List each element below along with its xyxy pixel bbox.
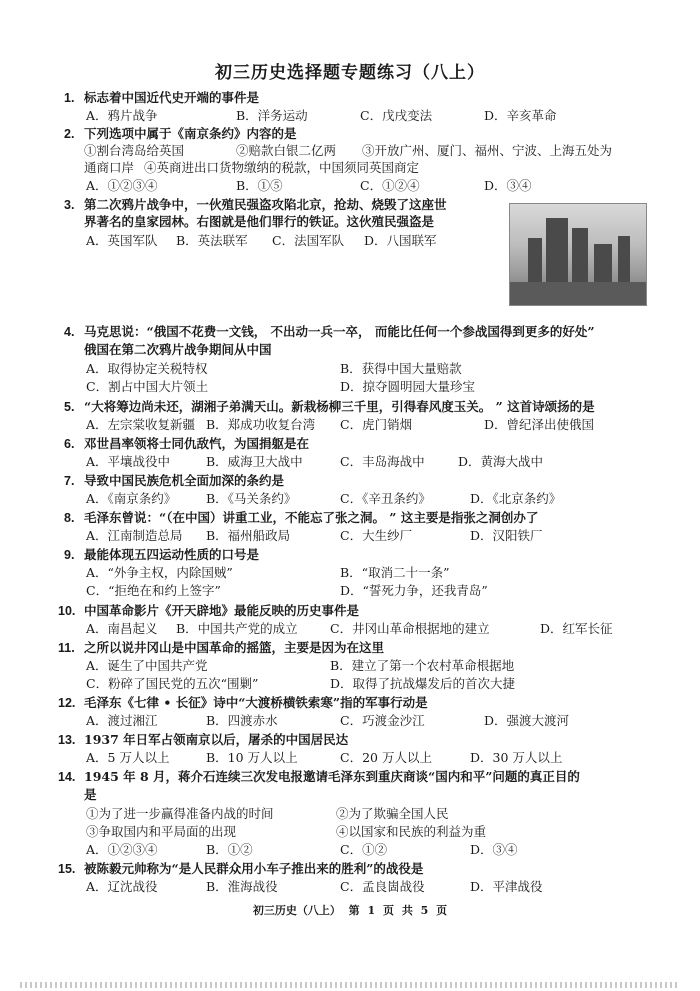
option-a[interactable]: A．鸦片战争	[86, 108, 158, 123]
option-a[interactable]: A．辽沈战役	[86, 879, 158, 894]
question-number: 6.	[64, 437, 75, 451]
question-number: 11.	[58, 641, 75, 655]
statement-3-cont: 通商口岸	[84, 160, 135, 175]
option-a[interactable]: A．平壤战役中	[86, 454, 171, 469]
question-number: 14.	[58, 770, 76, 784]
question-number: 8.	[64, 511, 75, 525]
question-stem: 1937 年日军占领南京以后，屠杀的中国居民达	[84, 732, 349, 747]
option-a[interactable]: A．《南京条约》	[86, 491, 177, 506]
option-d[interactable]: D．③④	[470, 842, 518, 857]
question-number: 12.	[58, 696, 76, 710]
option-d[interactable]: D．黄海大战中	[458, 454, 544, 469]
option-b[interactable]: B．10 万人以上	[206, 750, 298, 765]
option-c[interactable]: C．割占中国大片领土	[86, 379, 209, 394]
option-d[interactable]: D．强渡大渡河	[484, 713, 570, 728]
option-c[interactable]: C．《辛丑条约》	[340, 491, 431, 506]
option-a[interactable]: A．诞生了中国共产党	[86, 658, 208, 673]
option-a[interactable]: A．南昌起义	[86, 621, 158, 636]
option-b[interactable]: B．①⑤	[236, 178, 283, 193]
question-number: 3.	[64, 198, 75, 212]
option-c[interactable]: C．巧渡金沙江	[340, 713, 425, 728]
statement-1: ①为了进一步赢得准备内战的时间	[86, 806, 274, 821]
question-number: 9.	[64, 548, 75, 562]
option-c[interactable]: C．虎门销烟	[340, 417, 413, 432]
option-b[interactable]: B．淮海战役	[206, 879, 278, 894]
option-d[interactable]: D．《北京条约》	[470, 491, 562, 506]
question-stem-cont: 是	[84, 787, 97, 802]
option-b[interactable]: B．福州船政局	[206, 528, 291, 543]
option-d[interactable]: D．③④	[484, 178, 532, 193]
question-stem: 毛泽东《七律 • 长征》诗中“大渡桥横铁索寒”指的军事行动是	[84, 695, 428, 710]
option-d[interactable]: D．30 万人以上	[470, 750, 563, 765]
option-a[interactable]: A．①②③④	[86, 178, 158, 193]
question-number: 15.	[58, 862, 76, 876]
question-stem: “大将筹边尚未还，湖湘子弟满天山。新栽杨柳三千里，引得春风度玉关。 ” 这首诗颂扬的是	[84, 399, 595, 414]
statement-3: ③开放广州、厦门、福州、宁波、上海五处为	[362, 143, 613, 158]
question-number: 13.	[58, 733, 76, 747]
option-a[interactable]: A．英国军队	[86, 233, 158, 248]
question-number: 10.	[58, 604, 76, 618]
option-b[interactable]: B．威海卫大战中	[206, 454, 303, 469]
question-stem: 邓世昌率领将士同仇敌忾，为国捐躯是在	[84, 436, 310, 451]
option-c[interactable]: C．①②④	[360, 178, 420, 193]
question-stem: 1945 年 8 月，蒋介石连续三次发电报邀请毛泽东到重庆商谈“国内和平”问题的真正目的	[84, 769, 580, 784]
question-number: 7.	[64, 474, 75, 488]
question-number: 2.	[64, 127, 75, 141]
scan-noise	[20, 982, 680, 988]
question-stem: 毛泽东曾说：“（在中国）讲重工业，不能忘了张之洞。 ” 这主要是指张之洞创办了	[84, 510, 539, 525]
question-stem: 标志着中国近代史开端的事件是	[84, 90, 260, 105]
option-d[interactable]: D．掠夺圆明园大量珍宝	[340, 379, 476, 394]
option-c[interactable]: C．戊戌变法	[360, 108, 433, 123]
option-a[interactable]: A．左宗棠收复新疆	[86, 417, 196, 432]
option-a[interactable]: A．“外争主权，内除国贼”	[86, 565, 233, 580]
option-d[interactable]: D．红军长征	[540, 621, 613, 636]
option-b[interactable]: B．四渡赤水	[206, 713, 278, 728]
question-stem: 下列选项中属于《南京条约》内容的是	[84, 126, 297, 141]
option-d[interactable]: D．取得了抗战爆发后的首次大捷	[330, 676, 516, 691]
statement-4: ④以国家和民族的利益为重	[336, 824, 487, 839]
question-stem: 中国革命影片《开天辟地》最能反映的历史事件是	[84, 603, 360, 618]
question-stem: 马克思说：“俄国不花费一文钱， 不出动一兵一卒， 而能比任何一个参战国得到更多的好处”	[84, 324, 595, 339]
statement-4: ④英商进出口货物缴纳的税款，中国须同英国商定	[144, 160, 420, 175]
option-c[interactable]: C．大生纱厂	[340, 528, 413, 543]
option-b[interactable]: B．英法联军	[176, 233, 248, 248]
option-a[interactable]: A．渡过湘江	[86, 713, 158, 728]
ruins-photo	[509, 203, 647, 306]
question-stem: 被陈毅元帅称为“是人民群众用小车子推出来的胜利”的战役是	[84, 861, 424, 876]
question-stem-cont: 界著名的皇家园林。右图就是他们罪行的铁证。这伙殖民强盗是	[84, 214, 435, 229]
option-a[interactable]: A．①②③④	[86, 842, 158, 857]
question-stem: 最能体现五四运动性质的口号是	[84, 547, 260, 562]
page-title: 初三历史选择题专题练习（八上）	[215, 63, 485, 83]
question-stem: 之所以说井冈山是中国革命的摇篮，主要是因为在这里	[84, 640, 385, 655]
option-c[interactable]: C．20 万人以上	[340, 750, 432, 765]
page-footer: 初三历史（八上） 第 1 页 共 5 页	[252, 904, 448, 917]
option-b[interactable]: B．建立了第一个农村革命根据地	[330, 658, 515, 673]
statement-2: ②为了欺骗全国人民	[336, 806, 449, 821]
question-stem: 第二次鸦片战争中，一伙殖民强盗攻陷北京，抢劫、烧毁了这座世	[84, 197, 447, 212]
option-d[interactable]: D．八国联军	[364, 233, 437, 248]
option-d[interactable]: D．平津战役	[470, 879, 543, 894]
option-b[interactable]: B．郑成功收复台湾	[206, 417, 316, 432]
option-d[interactable]: D．曾纪泽出使俄国	[484, 417, 595, 432]
question-number: 1.	[64, 91, 75, 105]
option-b[interactable]: B．中国共产党的成立	[176, 621, 298, 636]
option-d[interactable]: D．辛亥革命	[484, 108, 557, 123]
option-c[interactable]: C．井冈山革命根据地的建立	[330, 621, 490, 636]
option-c[interactable]: C．法国军队	[272, 233, 345, 248]
statement-3: ③争取国内和平局面的出现	[86, 824, 237, 839]
option-a[interactable]: A．取得协定关税特权	[86, 361, 208, 376]
question-stem-cont: 俄国在第二次鸦片战争期间从中国	[84, 342, 272, 357]
option-d[interactable]: D．“誓死力争，还我青岛”	[340, 583, 488, 598]
option-c[interactable]: C．“拒绝在和约上签字”	[86, 583, 221, 598]
option-c[interactable]: C．孟良崮战役	[340, 879, 425, 894]
statement-1: ①割台湾岛给英国	[84, 143, 185, 158]
option-b[interactable]: B．①②	[206, 842, 253, 857]
option-b[interactable]: B．洋务运动	[236, 108, 308, 123]
question-number: 5.	[64, 400, 75, 414]
statement-2: ②赔款白银二亿两	[236, 143, 337, 158]
option-c[interactable]: C．丰岛海战中	[340, 454, 425, 469]
option-b[interactable]: B．获得中国大量赔款	[340, 361, 462, 376]
option-d[interactable]: D．汉阳铁厂	[470, 528, 543, 543]
question-stem: 导致中国民族危机全面加深的条约是	[84, 473, 285, 488]
option-a[interactable]: A．5 万人以上	[86, 750, 170, 765]
question-number: 4.	[64, 325, 75, 339]
option-c[interactable]: C．粉碎了国民党的五次“围剿”	[86, 676, 259, 691]
option-a[interactable]: A．江南制造总局	[86, 528, 183, 543]
option-c[interactable]: C．①②	[340, 842, 388, 857]
option-b[interactable]: B．“取消二十一条”	[340, 565, 450, 580]
option-b[interactable]: B．《马关条约》	[206, 491, 297, 506]
